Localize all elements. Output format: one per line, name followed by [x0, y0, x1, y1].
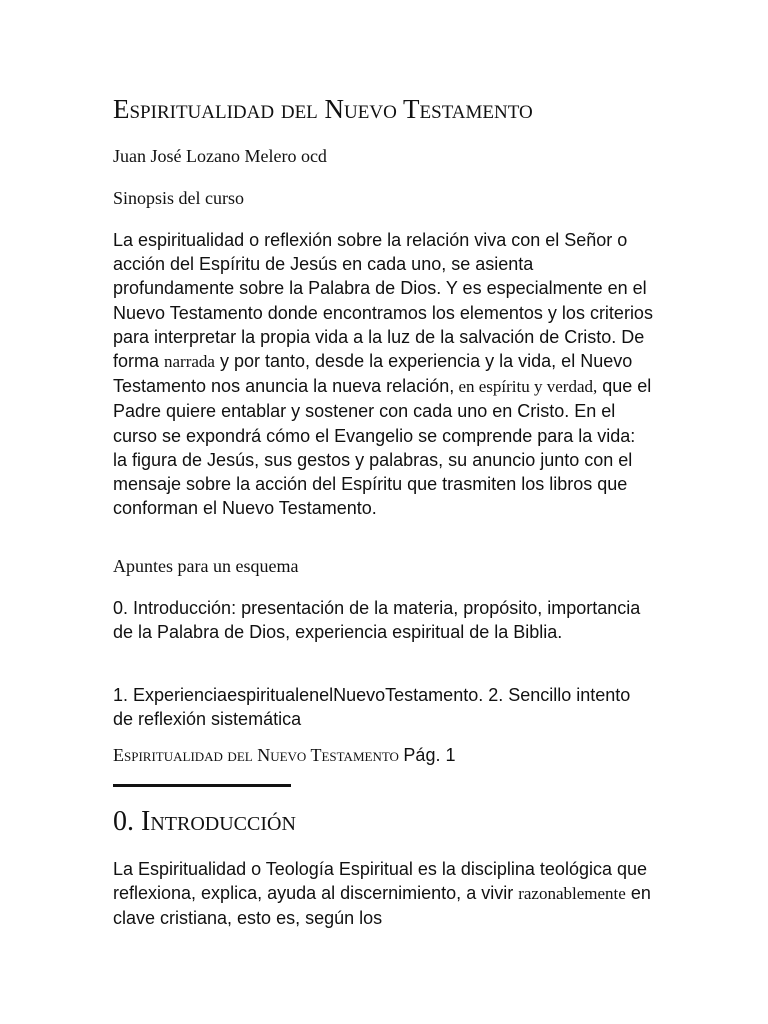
- intro-text-part-1: La Espiritualidad o Teología Espiritual es la disciplina teológica que reflexiona, explica, ayuda al discernimiento, a vivir: [113, 859, 648, 904]
- document-title: Espiritualidad del Nuevo Testamento: [113, 94, 533, 124]
- synopsis-text-part-2: y por tanto, desde la experiencia y la vida, el Nuevo Testamento nos anuncia la nueva relación,: [113, 351, 633, 397]
- footer-divider: [113, 784, 291, 787]
- intro-paragraph: [113, 857, 653, 931]
- synopsis-text-en-espiritu: en espíritu y verdad,: [454, 377, 598, 397]
- synopsis-paragraph: [113, 228, 653, 520]
- synopsis-text-narrada: narrada: [164, 352, 215, 372]
- page-footer: [113, 745, 455, 766]
- footer-title: Espiritualidad del Nuevo Testamento: [113, 745, 399, 765]
- intro-text-part-2: en clave cristiana, esto es, según los: [113, 883, 651, 929]
- outline-item-experiencia: 1. ExperienciaespiritualenelNuevoTestamento. 2. Sencillo intento de reflexión sistemática: [113, 685, 631, 730]
- author-name: Juan José Lozano Melero ocd: [113, 146, 327, 166]
- footer-page-number: Pág. 1: [403, 745, 456, 765]
- synopsis-text-part-1: La espiritualidad o reflexión sobre la relación viva con el Señor o acción del Espíritu de Jesús en cada uno, se asienta profundamente sobre la Palabra de Dios. Y es especialmente en el Nuevo Testamento donde encontramos los elementos y los criterios para interpretar la propia vida a la luz de la salvación de Cristo. De forma: [113, 230, 653, 372]
- outline-item-introduccion: 0. Introducción: presentación de la materia, propósito, importancia de la Palabra de Dios, experiencia espiritual de la Biblia.: [113, 598, 641, 643]
- outline-heading: Apuntes para un esquema: [113, 556, 299, 576]
- section-title-introduccion: 0. Introducción: [113, 806, 296, 837]
- synopsis-text-part-3: que el Padre quiere entablar y sostener con cada uno en Cristo. En el curso se expondrá cómo el Evangelio se comprende para la vida: la figura de Jesús, sus gestos y palabras, su anuncio junto con el mensaje sobre la acción del Espíritu que trasmiten los libros que conforman el Nuevo Testamento.: [113, 376, 652, 519]
- intro-text-razonablemente: razonablemente: [518, 884, 626, 904]
- synopsis-heading: Sinopsis del curso: [113, 188, 245, 208]
